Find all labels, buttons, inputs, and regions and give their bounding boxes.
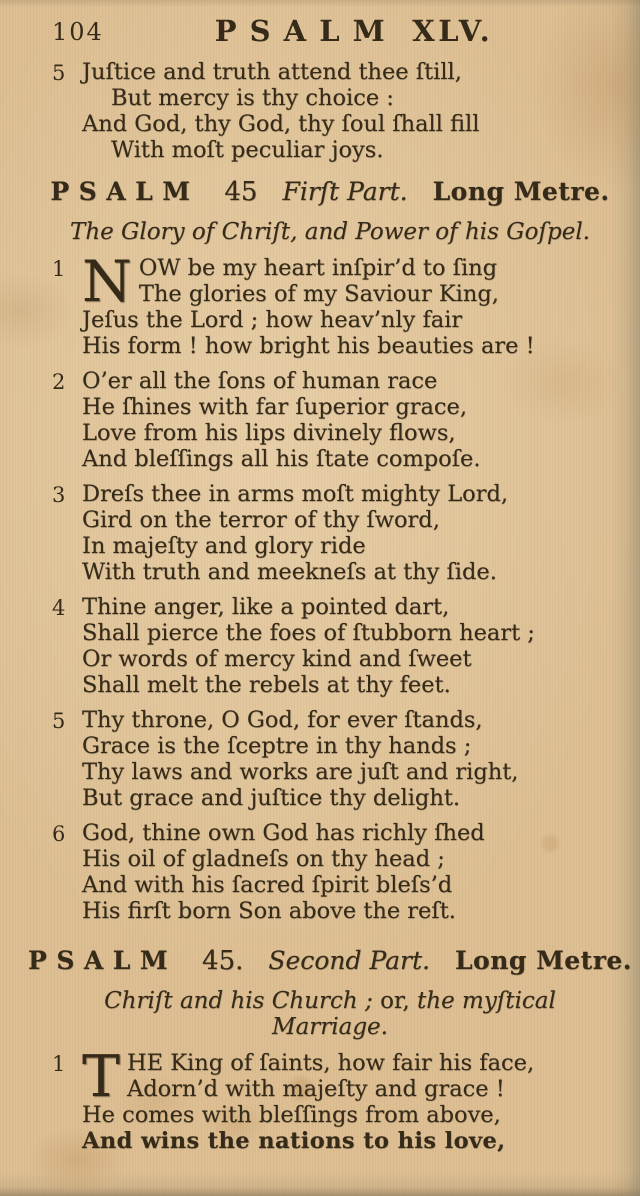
psalm-number: 45	[224, 177, 258, 207]
psalm-word: PSALM	[50, 177, 200, 206]
psalm-subtitle-second-part	[48, 988, 612, 1040]
verse-line: Juſtice and truth attend thee ſtill,	[82, 59, 462, 85]
verse-line: Shall pierce the foes of ſtubborn heart ;	[82, 620, 535, 646]
verse-line: HE King of ſaints, how fair his face,	[127, 1050, 535, 1076]
verse-number: 6	[52, 822, 66, 846]
verse-line: With moſt peculiar joys.	[111, 137, 384, 163]
verse-line: His form ! how bright his beauties are !	[82, 333, 535, 359]
verse-line: With truth and meekneſs at thy ſide.	[82, 559, 497, 585]
verse-line: Or words of mercy kind and ſweet	[82, 646, 472, 672]
running-title-numeral: XLV.	[412, 14, 494, 48]
verse-line: And wins the nations to his love,	[82, 1128, 506, 1154]
verse-line: He comes with bleſſings from above,	[82, 1102, 501, 1128]
verse-2	[48, 368, 612, 472]
verse-1-second-part	[48, 1044, 612, 1154]
metre-label: Long Metre.	[454, 946, 632, 975]
part-label: Firſt Part.	[282, 177, 408, 206]
verse-line: In majeſty and glory ride	[82, 533, 366, 559]
verse-line: God, thine own God has richly ſhed	[82, 820, 485, 846]
verse-line: His firſt born Son above the reſt.	[82, 898, 456, 924]
running-title-word: PSALM	[214, 14, 398, 48]
metre-label: Long Metre.	[432, 177, 610, 206]
verse-line: But grace and juſtice thy delight.	[82, 785, 461, 811]
verse-continuation	[48, 59, 612, 163]
verse-number: 5	[52, 61, 66, 85]
drop-cap-letter: T	[82, 1044, 121, 1110]
page-header	[48, 14, 612, 56]
verse-number: 1	[52, 1052, 66, 1076]
verse-line: Adorn’d with majeſty and grace !	[127, 1076, 505, 1102]
drop-cap-letter: N	[82, 249, 132, 315]
verse-number: 3	[52, 483, 66, 507]
verse-line: Thine anger, like a pointed dart,	[82, 594, 450, 620]
psalm-subtitle-first-part: The Glory of Chriſt, and Power of his Goſpel.	[69, 219, 590, 245]
verse-line: Jeſus the Lord ; how heav’nly fair	[82, 307, 463, 333]
psalm-heading-first-part	[48, 177, 612, 207]
verse-line: The glories of my Saviour King,	[138, 281, 499, 307]
psalm-heading-second-part	[28, 946, 632, 976]
verse-line: But mercy is thy choice :	[111, 85, 394, 111]
verse-line: O’er all the ſons of human race	[82, 368, 438, 394]
verse-number: 5	[52, 709, 66, 733]
psalm-number: 45.	[202, 946, 244, 976]
verse-line: Thy throne, O God, for ever ſtands,	[82, 707, 483, 733]
verse-line: Dreſs thee in arms moſt mighty Lord,	[82, 481, 509, 507]
psalm-word: PSALM	[28, 946, 178, 975]
page-number: 104	[52, 18, 104, 46]
running-title	[48, 14, 612, 48]
verse-line: And with his ſacred ſpirit bleſs’d	[82, 872, 453, 898]
subtitle-roman-fragment: or,	[380, 988, 410, 1014]
verse-line: Love from his lips divinely flows,	[82, 420, 456, 446]
verse-6	[48, 820, 612, 924]
verse-1	[48, 249, 612, 359]
verse-5	[48, 707, 612, 811]
verse-number: 1	[52, 257, 66, 281]
verse-number: 4	[52, 596, 66, 620]
verse-line: Grace is the ſceptre in thy hands ;	[82, 733, 472, 759]
verse-line: He ſhines with far ſuperior grace,	[82, 394, 467, 420]
verse-line: Shall melt the rebels at thy feet.	[82, 672, 451, 698]
subtitle-italic-fragment: Chriſt and his Church ;	[104, 988, 373, 1014]
verse-line: His oil of gladneſs on thy head ;	[82, 846, 445, 872]
verse-line: OW be my heart inſpir’d to ſing	[138, 255, 498, 281]
verse-line: And bleſſings all his ſtate compoſe.	[82, 446, 481, 472]
subtitle-italic-fragment: the myſtical Marriage.	[272, 988, 556, 1040]
verse-3	[48, 481, 612, 585]
part-label: Second Part.	[268, 946, 430, 975]
verse-line: And God, thy God, thy ſoul ſhall fill	[82, 111, 480, 137]
verse-number: 2	[52, 370, 66, 394]
verse-4	[48, 594, 612, 698]
verse-line: Gird on the terror of thy ſword,	[82, 507, 440, 533]
verse-line: Thy laws and works are juſt and right,	[82, 759, 519, 785]
